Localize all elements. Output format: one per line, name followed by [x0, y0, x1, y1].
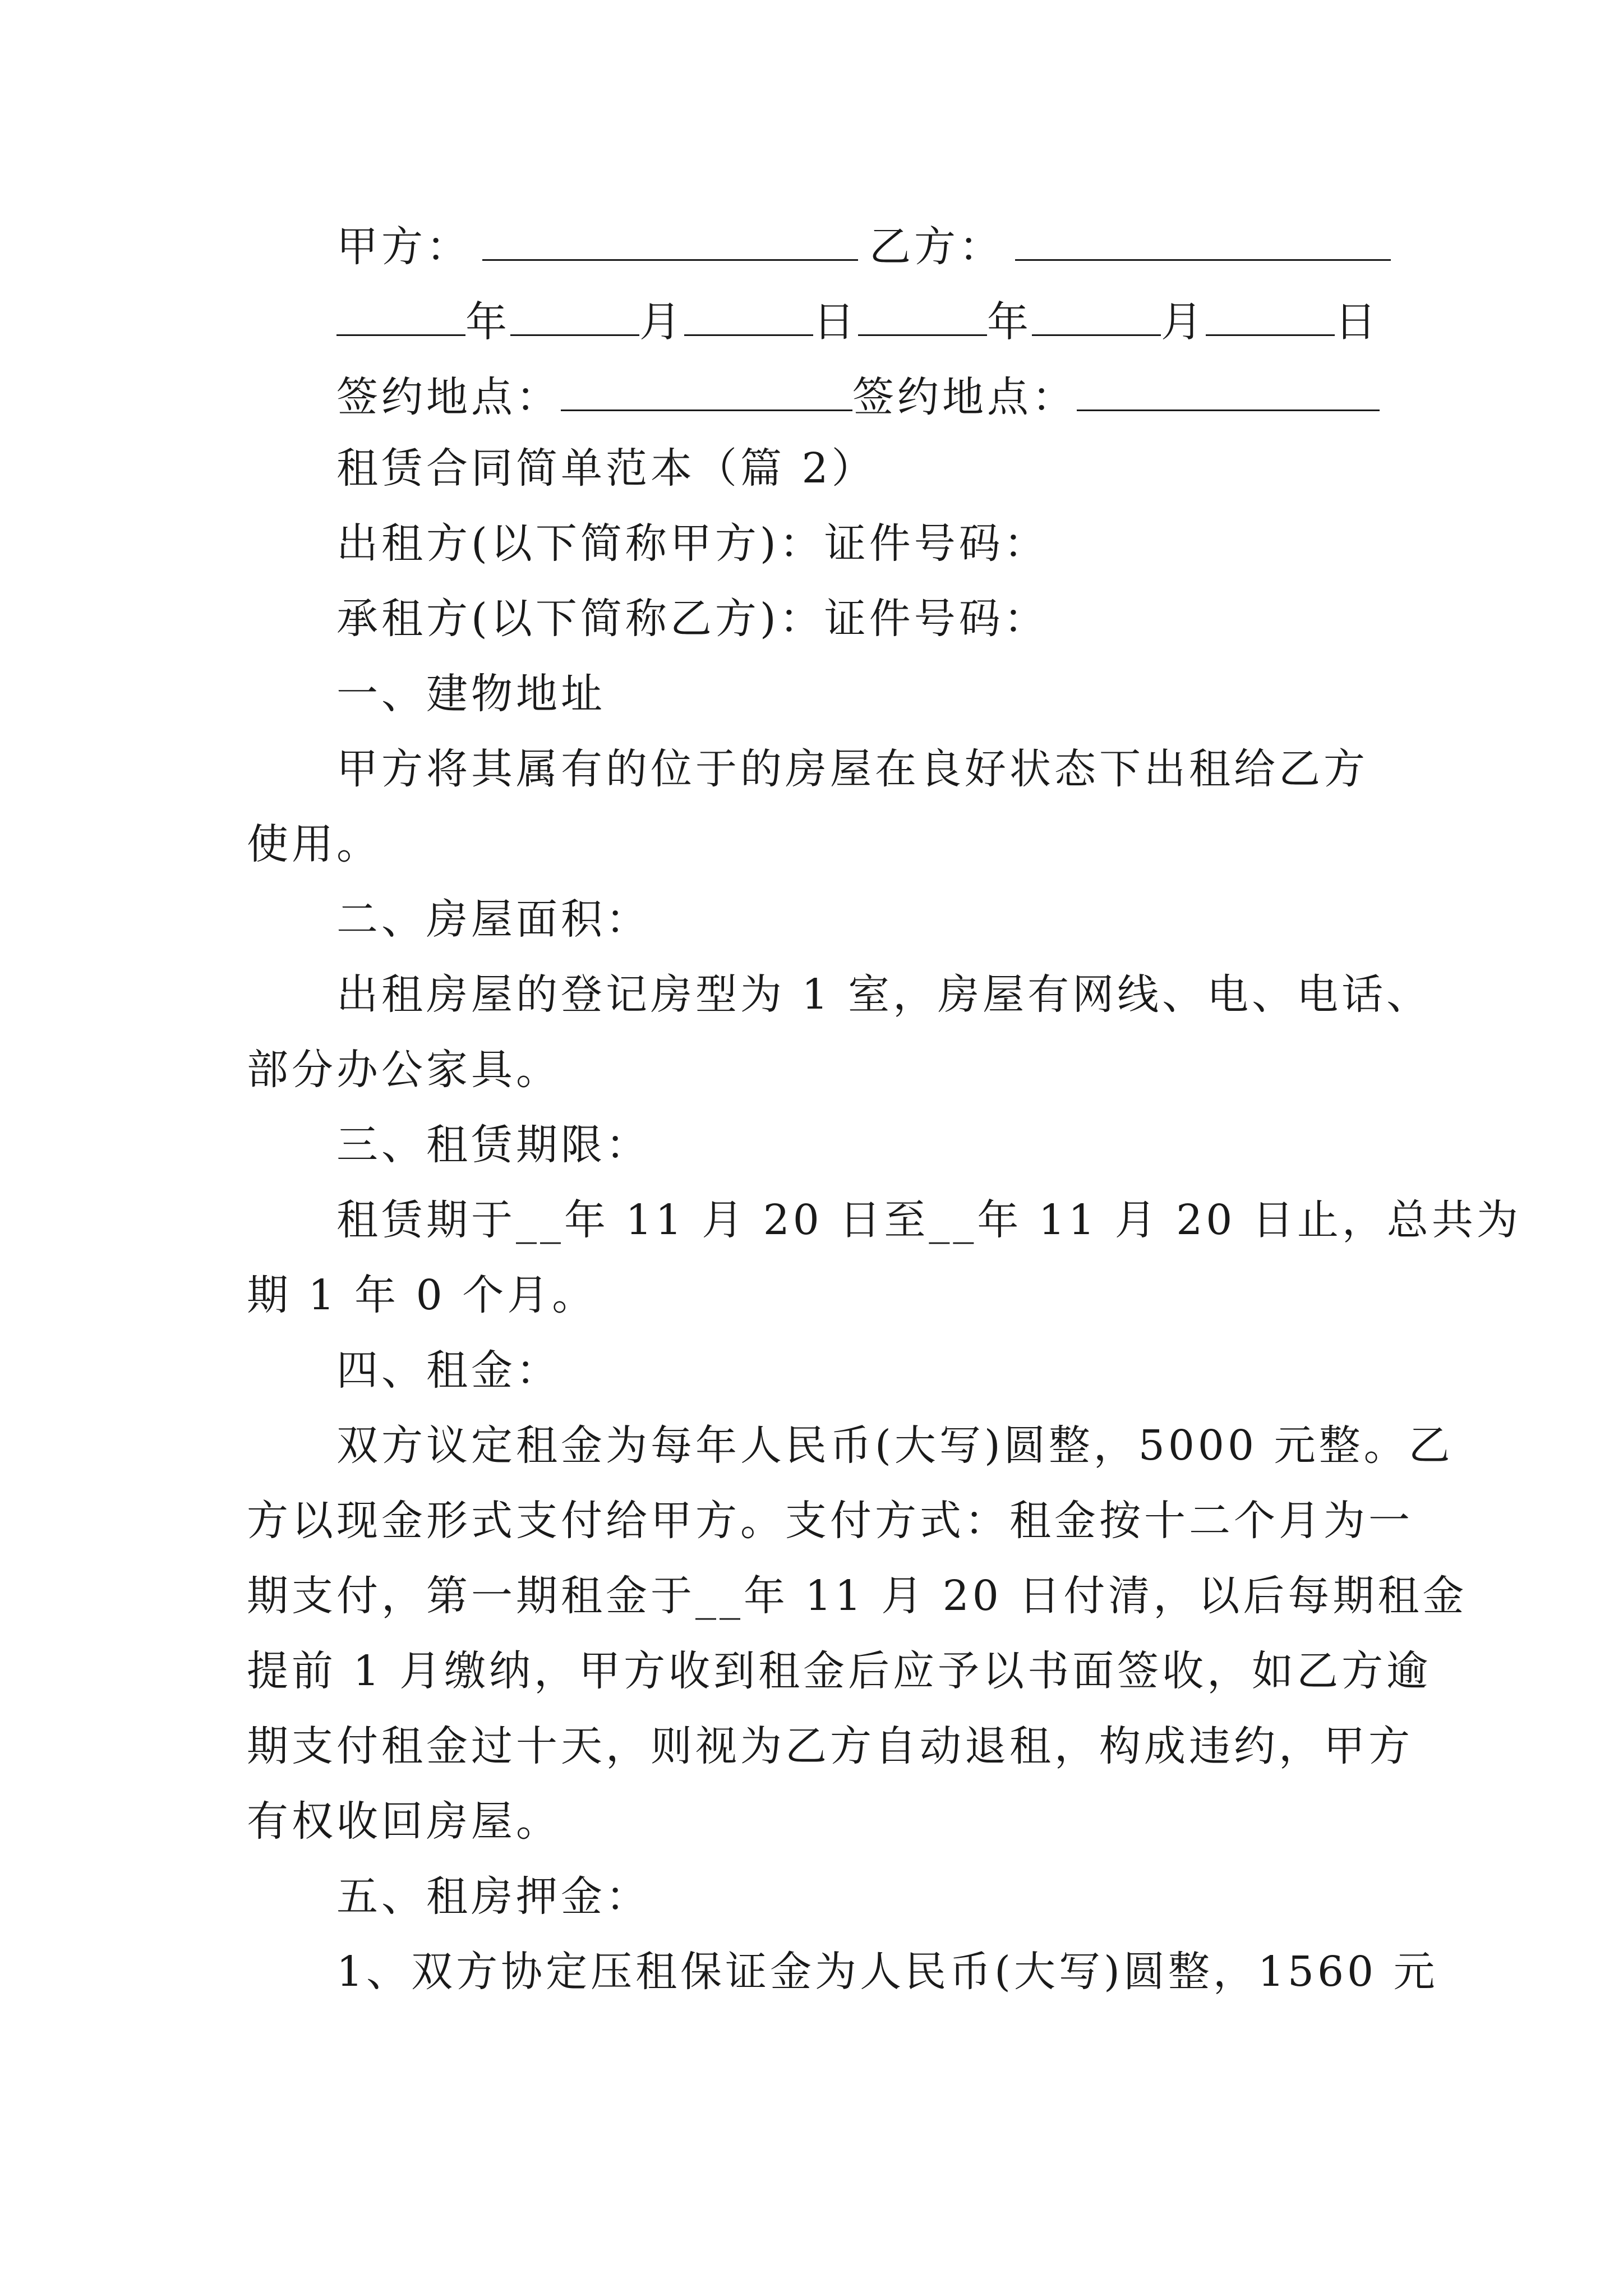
clause-4-heading: 四、租金：: [336, 1346, 561, 1395]
clause-1-text-line: 甲方将其属有的位于的房屋在良好状态下出租给乙方: [336, 745, 1368, 793]
party-b-label: 乙方：: [869, 223, 1004, 271]
signing-place-b-blank: [1077, 368, 1380, 411]
signature-dates-row: [336, 293, 1391, 347]
clause-3-text-line: 租赁期于__年 11 月 20 日至__年 11 月 20 日止，总共为: [336, 1196, 1521, 1244]
clause-1-text-line: 使用。: [247, 820, 381, 868]
clause-4-text-line: 提前 1 月缴纳，甲方收到租金后应予以书面签收，如乙方逾: [247, 1647, 1432, 1695]
signature-parties-row: [336, 218, 1391, 272]
date-b-month-blank: [1032, 293, 1161, 336]
date-b-day-blank: [1206, 293, 1335, 336]
clause-4-text-line: 双方议定租金为每年人民币(大写)圆整，5000 元整。乙: [336, 1421, 1454, 1470]
date-a-year: 年: [465, 298, 510, 346]
clause-4-text-line: 方以现金形式支付给甲方。支付方式：租金按十二个月为一: [247, 1497, 1413, 1545]
lessee-line: 承租方(以下简称乙方)：证件号码：: [336, 595, 1049, 643]
signing-place-b-label: 签约地点：: [852, 373, 1077, 421]
date-a-day-blank: [684, 293, 813, 336]
clause-4-text-line: 有权收回房屋。: [247, 1797, 561, 1846]
lessor-line: 出租方(以下简称甲方)：证件号码：: [336, 519, 1049, 568]
signing-place-row: [336, 368, 1391, 422]
party-b-blank: [1015, 218, 1391, 261]
clause-4-text-line: 期支付，第一期租金于__年 11 月 20 日付清，以后每期租金: [247, 1572, 1468, 1620]
party-a-blank: [482, 218, 858, 261]
party-a-label: 甲方：: [336, 223, 471, 271]
date-a-day: 日: [813, 298, 858, 346]
date-b-month: 月: [1161, 298, 1206, 346]
clause-3-heading: 三、租赁期限：: [336, 1121, 651, 1169]
signing-place-a-label: 签约地点：: [336, 373, 561, 421]
clause-2-heading: 二、房屋面积：: [336, 895, 651, 944]
clause-2-text-line: 部分办公家具。: [247, 1046, 561, 1094]
date-b-year-blank: [858, 293, 987, 336]
clause-5-text-line: 1、双方协定压租保证金为人民币(大写)圆整，1560 元: [336, 1948, 1438, 1996]
clause-1-heading: 一、建物地址: [336, 670, 606, 718]
signing-place-a-blank: [561, 368, 852, 411]
clause-3-text-line: 期 1 年 0 个月。: [247, 1271, 597, 1319]
clause-5-heading: 五、租房押金：: [336, 1872, 651, 1921]
clause-2-text-line: 出租房屋的登记房型为 1 室，房屋有网线、电、电话、: [336, 970, 1432, 1019]
date-a-month-blank: [510, 293, 639, 336]
clause-4-text-line: 期支付租金过十天，则视为乙方自动退租，构成违约，甲方: [247, 1722, 1413, 1770]
date-a-month: 月: [639, 298, 684, 346]
date-b-year: 年: [987, 298, 1032, 346]
date-a-year-blank: [336, 293, 465, 336]
date-b-day: 日: [1335, 298, 1380, 346]
section-title: 租赁合同简单范本（篇 2）: [336, 444, 877, 493]
